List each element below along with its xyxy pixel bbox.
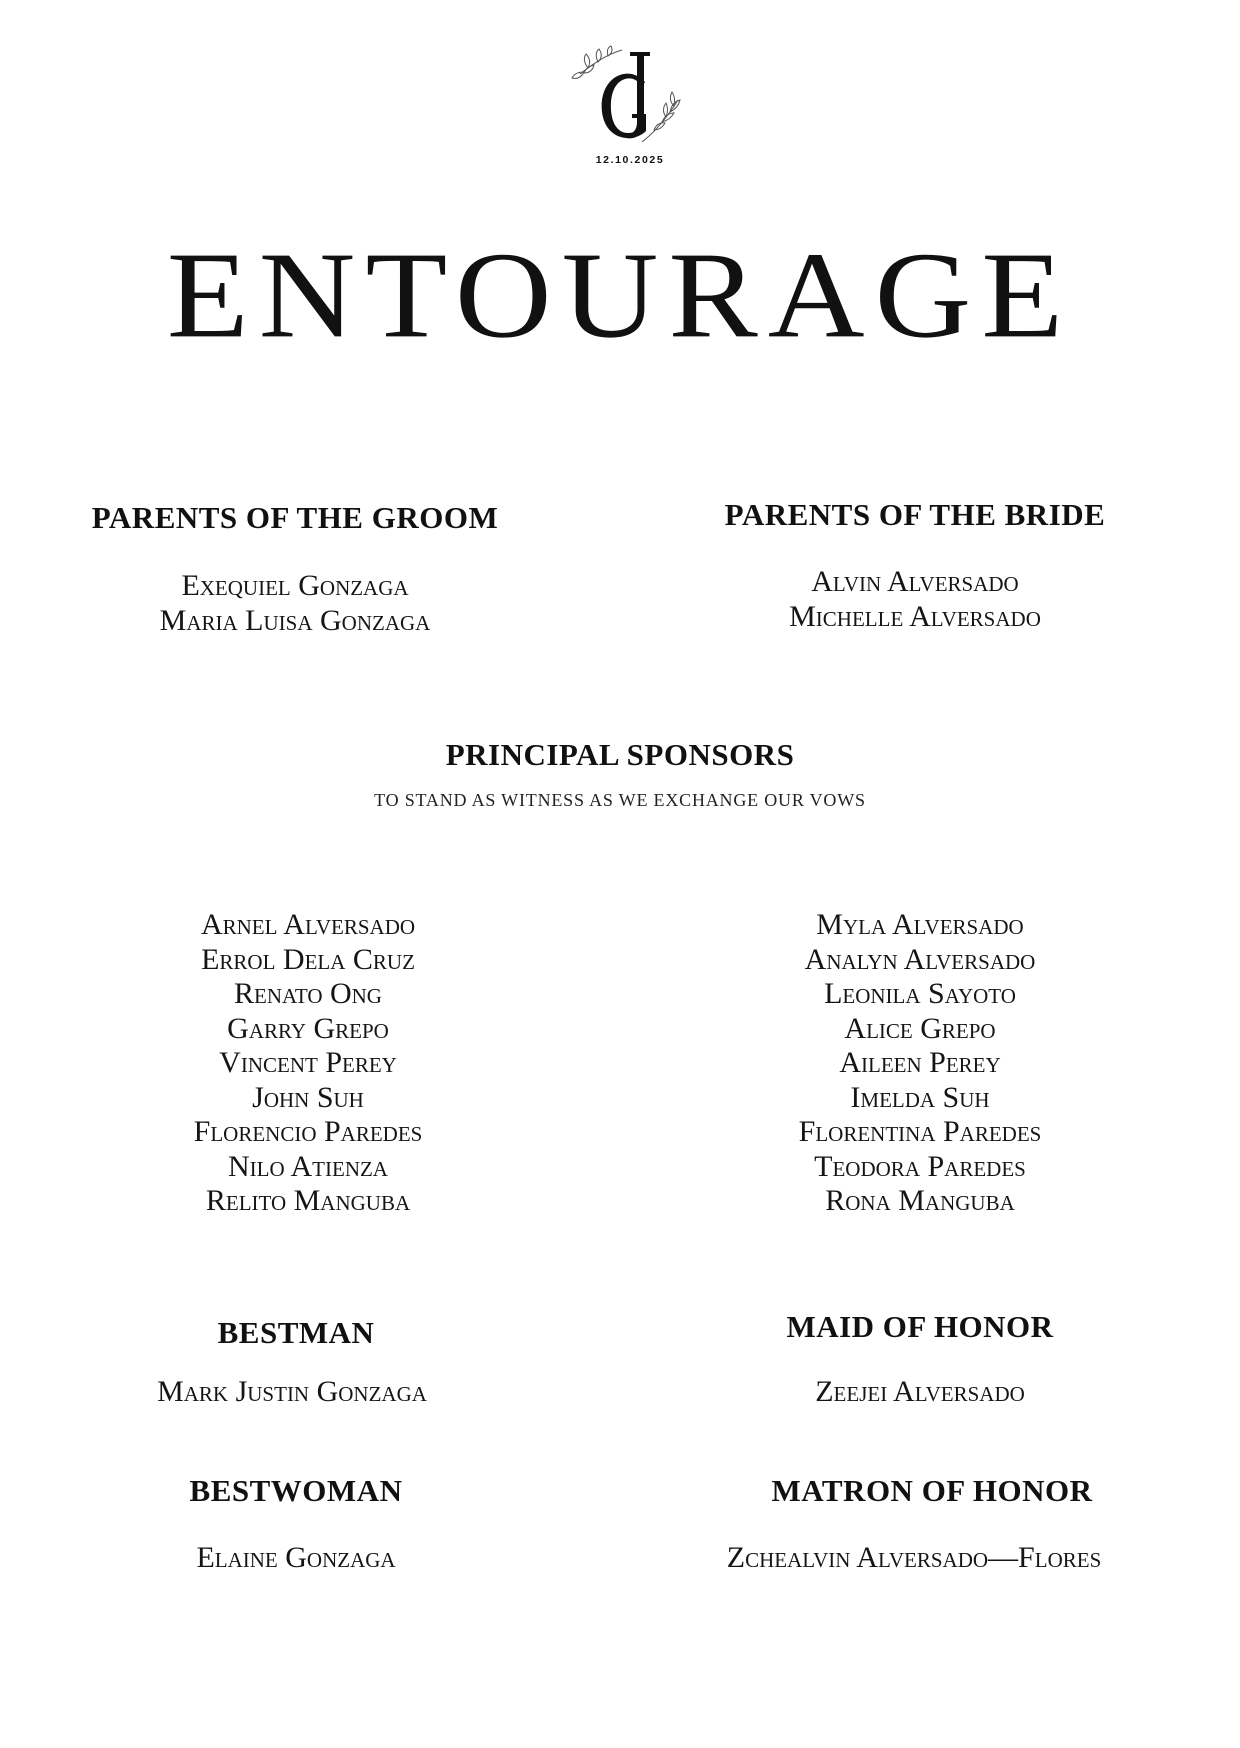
parents-bride-heading: PARENTS OF THE BRIDE	[724, 497, 1106, 532]
list-item: Vincent Perey	[219, 1046, 397, 1079]
list-item: Florencio Paredes	[193, 1115, 423, 1148]
name-line: Alvin Alversado	[811, 565, 1019, 598]
name-line: Michelle Alversado	[789, 599, 1041, 633]
name-line: Maria Luisa Gonzaga	[159, 603, 431, 637]
list-item: Errol Dela Cruz	[201, 942, 415, 976]
wedding-date: 12.10.2025	[595, 154, 665, 166]
list-item: Arnel Alversado	[200, 908, 416, 941]
list-item: Leonila Sayoto	[824, 977, 1016, 1010]
principal-sponsors-heading: PRINCIPAL SPONSORS	[445, 737, 795, 772]
list-item: Myla Alversado	[816, 908, 1024, 941]
list-item: Nilo Atienza	[228, 1149, 388, 1183]
name-line: Exequiel Gonzaga	[181, 569, 409, 602]
bestman-heading: BESTMAN	[217, 1315, 375, 1350]
list-item: Rona Manguba	[825, 1184, 1015, 1217]
page-title: ENTOURAGE	[166, 226, 1074, 364]
monogram-logo	[570, 44, 690, 174]
list-item: Aileen Perey	[839, 1046, 1001, 1079]
list-item: Renato Ong	[234, 977, 382, 1010]
parents-groom-names	[160, 569, 431, 638]
maid-of-honor-heading: MAID OF HONOR	[786, 1309, 1054, 1344]
list-item: Garry Grepo	[227, 1011, 389, 1045]
list-item: Analyn Alversado	[804, 942, 1036, 976]
principal-sponsors-subheading: TO STAND AS WITNESS AS WE EXCHANGE OUR VOWS	[374, 790, 866, 810]
matron-of-honor-name: Zchealvin Alversado—Flores	[726, 1541, 1102, 1574]
sponsors-left-list	[194, 908, 423, 1219]
list-item: John Suh	[252, 1080, 364, 1114]
list-item: Alice Grepo	[844, 1011, 996, 1045]
parents-groom-heading: PARENTS OF THE GROOM	[91, 500, 499, 535]
sponsors-right-list	[799, 908, 1042, 1219]
maid-of-honor-name: Zeejei Alversado	[815, 1375, 1025, 1408]
list-item: Florentina Paredes	[798, 1115, 1042, 1148]
bestman-name: Mark Justin Gonzaga	[157, 1375, 427, 1408]
list-item: Relito Manguba	[205, 1184, 411, 1217]
parents-bride-names	[789, 565, 1041, 634]
list-item: Imelda Suh	[850, 1080, 990, 1114]
bestwoman-name: Elaine Gonzaga	[196, 1541, 396, 1574]
monogram-jg-icon	[570, 44, 690, 154]
matron-of-honor-heading: MATRON OF HONOR	[771, 1473, 1093, 1508]
bestwoman-heading: BESTWOMAN	[189, 1473, 403, 1508]
list-item: Teodora Paredes	[814, 1149, 1026, 1183]
